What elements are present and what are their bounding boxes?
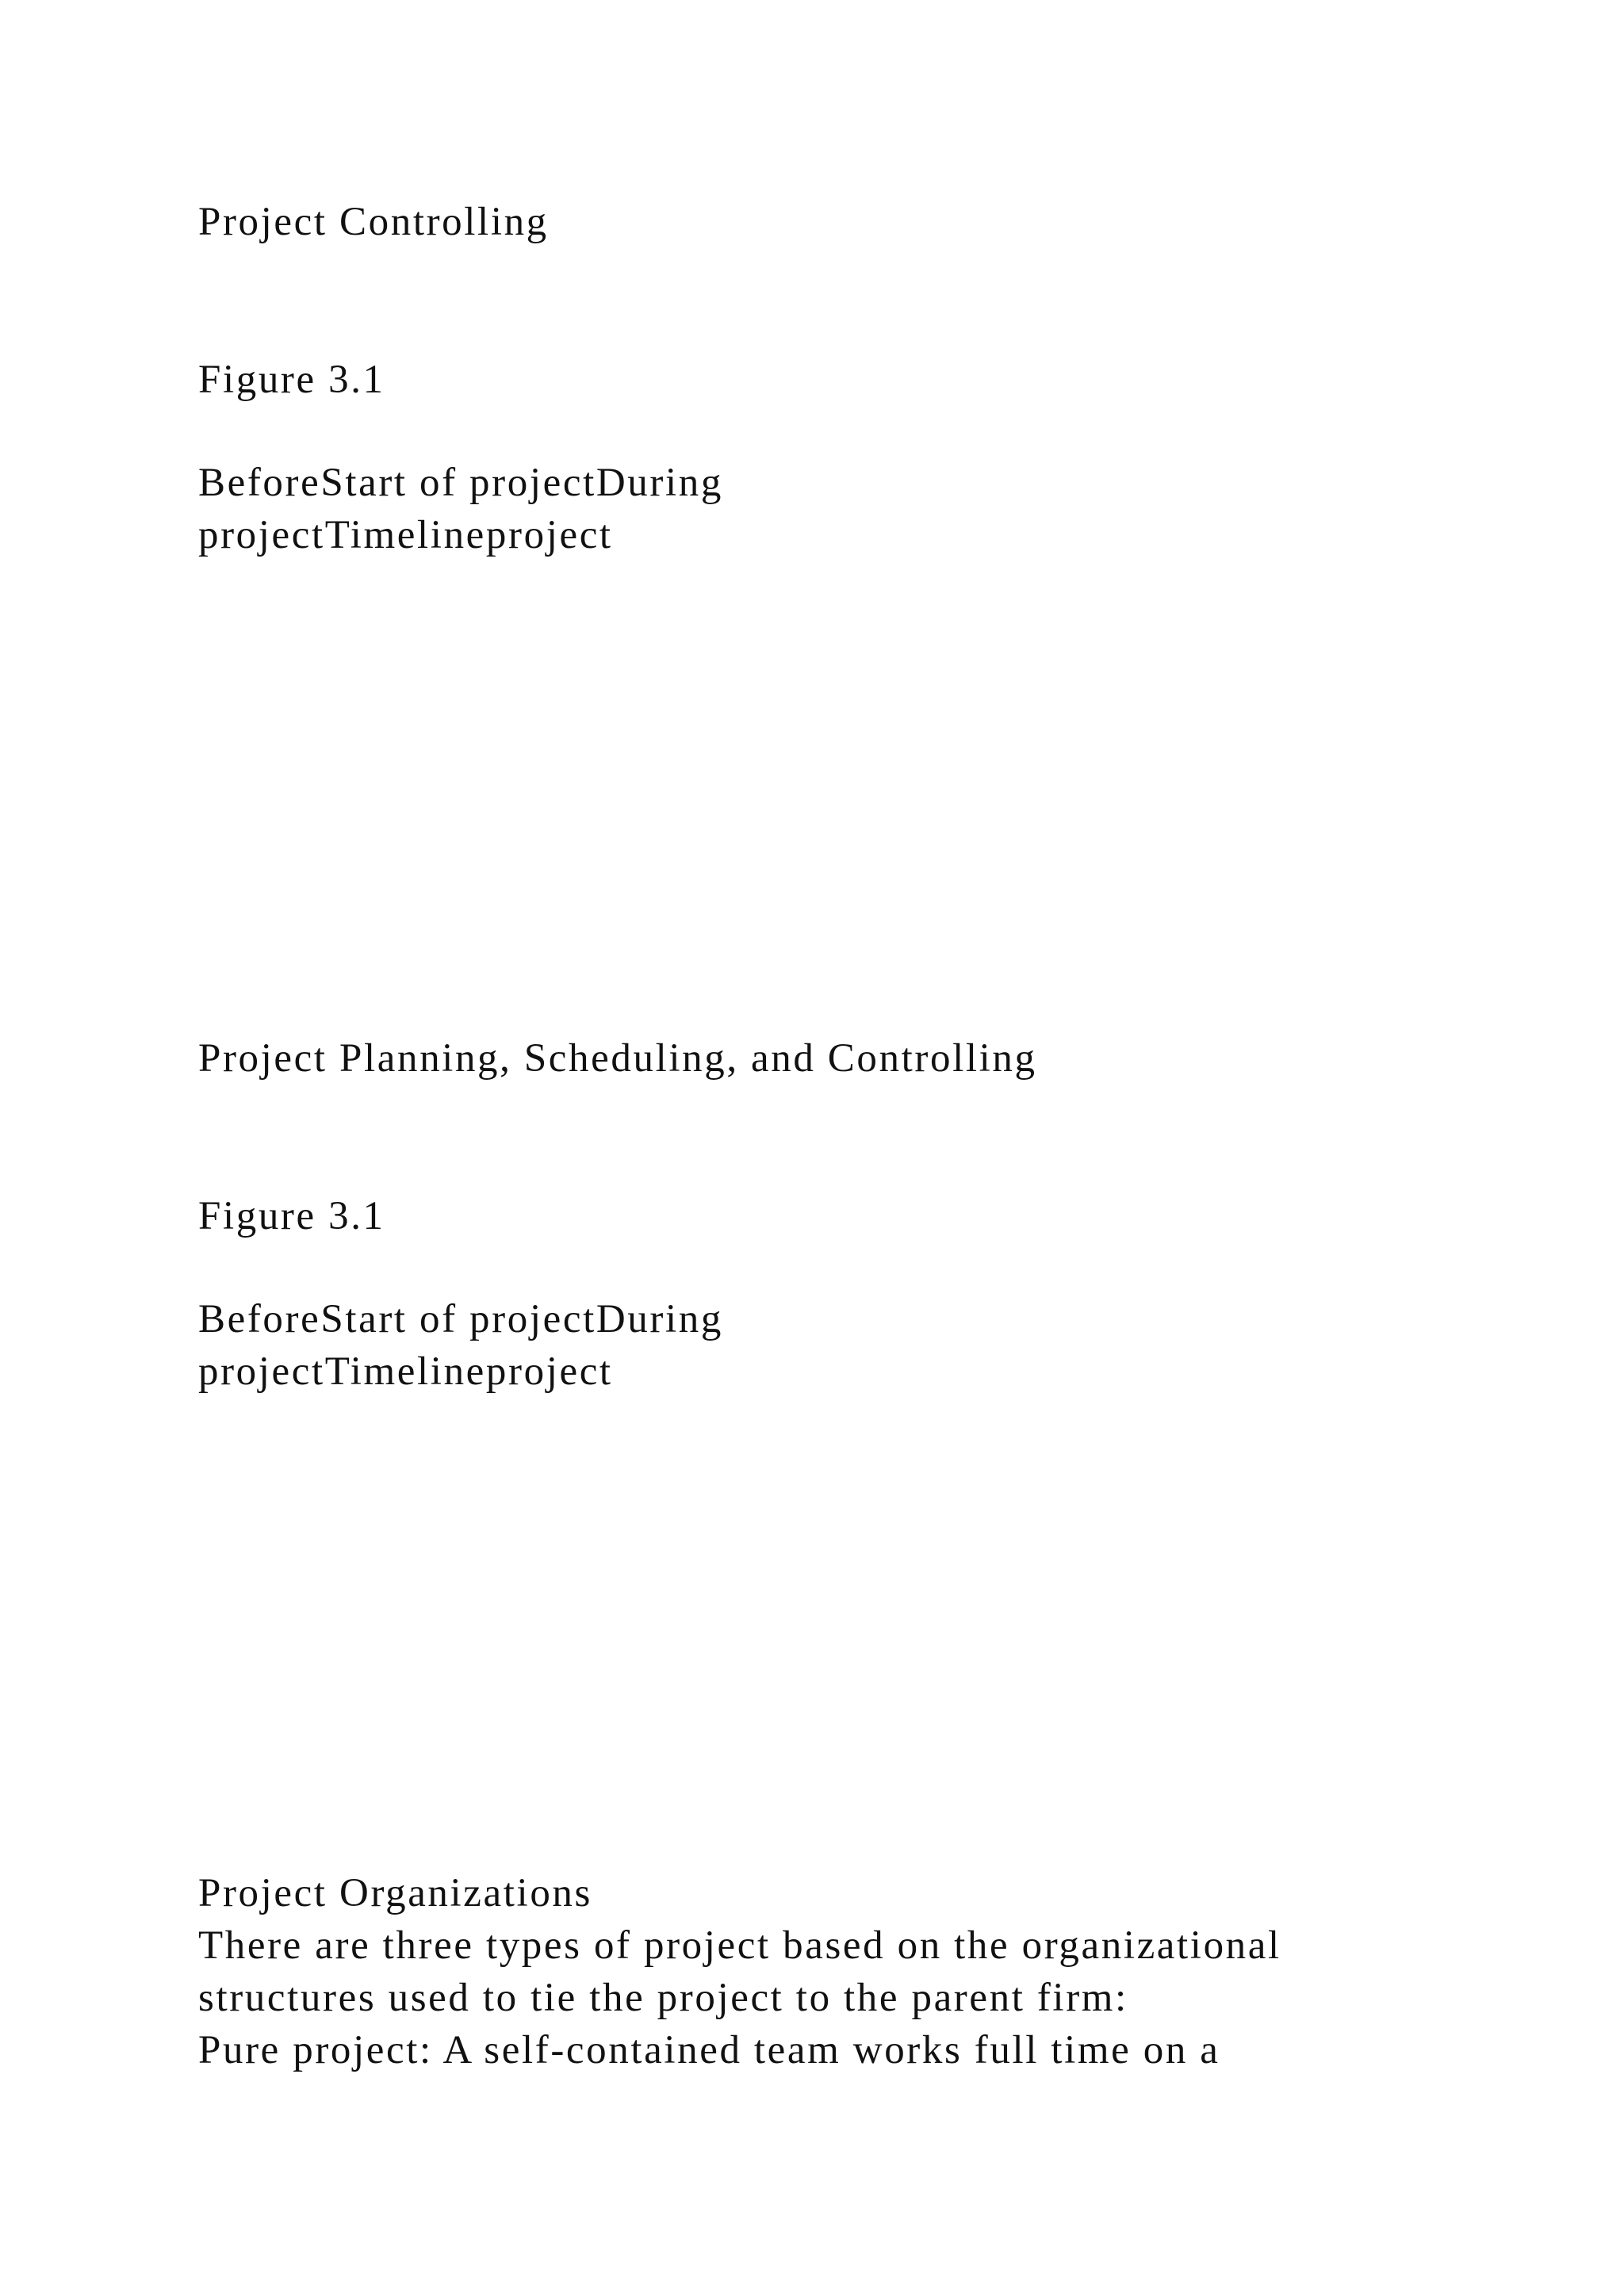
section-heading-project-organizations: Project Organizations — [198, 1871, 592, 1915]
figure-text: projectTimelineproject — [198, 513, 613, 557]
figure-text: projectTimelineproject — [198, 1349, 613, 1394]
figure-label: Figure 3.1 — [198, 1194, 385, 1238]
figure-text: BeforeStart of projectDuring — [198, 1297, 723, 1341]
section-heading-planning-scheduling-controlling: Project Planning, Scheduling, and Controlling — [198, 1036, 1037, 1081]
section-heading-project-controlling: Project Controlling — [198, 200, 549, 244]
figure-text: BeforeStart of projectDuring — [198, 461, 723, 505]
body-text-line: Pure project: A self-contained team works full time on a — [198, 2028, 1220, 2072]
body-text-line: structures used to tie the project to the parent firm: — [198, 1976, 1128, 2020]
figure-label: Figure 3.1 — [198, 358, 385, 402]
body-text-line: There are three types of project based on the organizational — [198, 1923, 1281, 1968]
